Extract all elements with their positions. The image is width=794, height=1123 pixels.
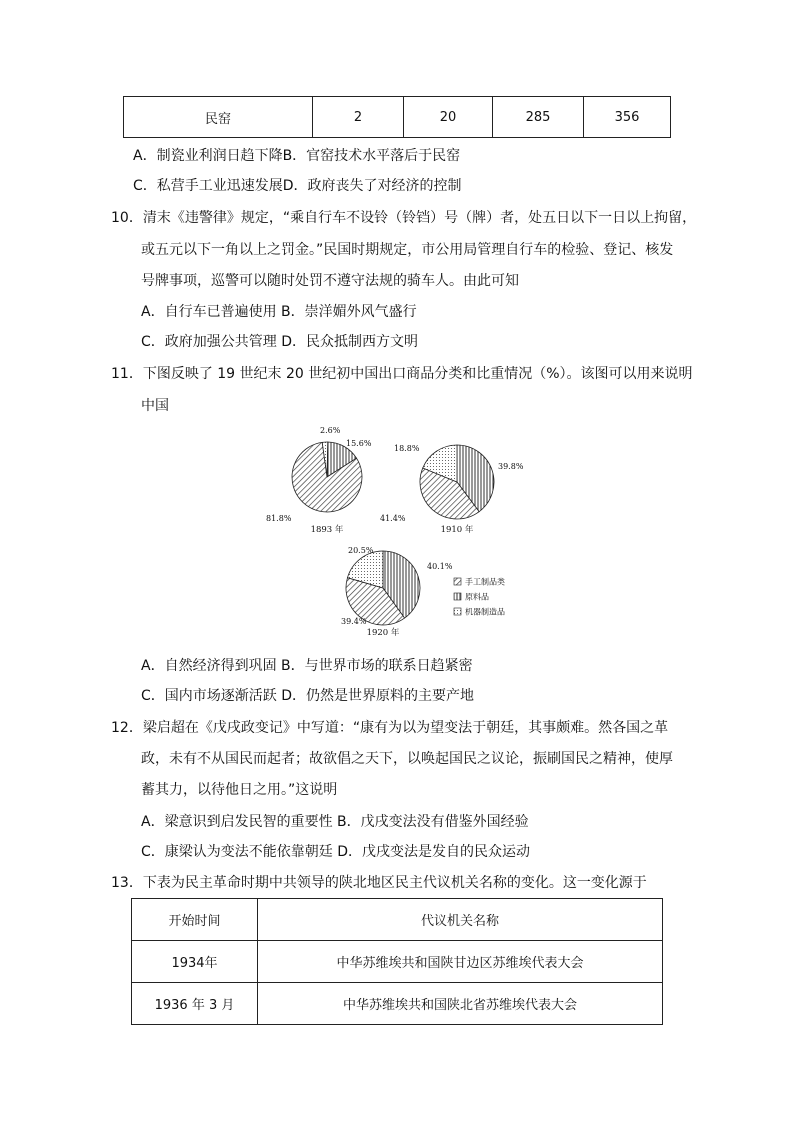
pie-label-raw-3: 40.1% [427, 562, 453, 571]
legend [454, 577, 505, 617]
pie-year-label-3: 1920 年 [366, 628, 400, 638]
table-header-row [132, 899, 663, 941]
q10-stem-line3: 号牌事项，巡警可以随时处罚不遵守法规的骑车人。由此可知 [141, 273, 519, 289]
q12-stem-line3: 蓄其力，以待他日之用。”这说明 [141, 782, 338, 798]
export-pie-charts [266, 420, 530, 645]
pie-label-machine-2: 18.8% [394, 444, 420, 453]
q12-options-cd: C．康梁认为变法不能依靠朝廷 D．戊戌变法是发自的民众运动 [141, 844, 531, 860]
table-cell: 1934年 [132, 941, 258, 983]
legend-swatch-machine [454, 608, 461, 615]
q10-options-cd: C．政府加强公共管理 D．民众抵制西方文明 [141, 334, 419, 350]
table-cell: 285 [493, 97, 584, 138]
q9-options-ab: A．制瓷业利润日趋下降B．官窑技术水平落后于民窑 [133, 148, 461, 164]
table-cell: 356 [584, 97, 671, 138]
table-cell: 1936 年 3 月 [132, 983, 258, 1025]
table-row [132, 941, 663, 983]
legend-label-machine: 机器制造品 [465, 607, 505, 617]
pie-label-machine-1: 2.6% [320, 426, 341, 435]
pie-label-handicraft-2: 41.4% [380, 514, 406, 523]
pie-year-label-1: 1893 年 [310, 525, 344, 535]
pie-label-raw-2: 39.8% [498, 462, 524, 471]
table-row [132, 983, 663, 1025]
kiln-table [123, 96, 671, 138]
table-cell: 中华苏维埃共和国陕北省苏维埃代表大会 [258, 983, 663, 1025]
table-cell: 中华苏维埃共和国陕甘边区苏维埃代表大会 [258, 941, 663, 983]
q10-stem-line2: 或五元以下一角以上之罚金。”民国时期规定，市公用局管理自行车的检验、登记、核发 [141, 242, 674, 258]
pie-label-machine-3: 20.5% [348, 546, 374, 555]
table-row [124, 97, 671, 138]
q9-options-cd: C．私营手工业迅速发展D．政府丧失了对经济的控制 [133, 178, 462, 194]
q12-options-ab: A．梁意识到启发民智的重要性 B．戊戌变法没有借鉴外国经验 [141, 814, 529, 830]
table-cell: 民窑 [124, 97, 313, 138]
assembly-table [131, 898, 663, 1025]
q10-options-ab: A．自行车已普遍使用 B．崇洋媚外风气盛行 [141, 304, 417, 320]
q11-options-ab: A．自然经济得到巩固 B．与世界市场的联系日趋紧密 [141, 658, 473, 674]
legend-label-raw: 原料品 [465, 592, 489, 602]
q11-stem-line1: 11．下图反映了 19 世纪末 20 世纪初中国出口商品分类和比重情况（%）。该图可以用来说明 [111, 366, 693, 382]
q13-stem-line1: 13．下表为民主革命时期中共领导的陕北地区民主代议机关名称的变化。这一变化源于 [111, 875, 647, 891]
table-cell: 20 [404, 97, 493, 138]
legend-label-handicraft: 手工制品类 [465, 577, 505, 587]
q11-stem-line2: 中国 [141, 398, 169, 414]
table-header: 代议机关名称 [258, 899, 663, 941]
q10-stem-line1: 10．清末《违警律》规定，“乘自行车不设铃（铃铛）号（牌）者，处五日以下一日以上拘留， [111, 210, 697, 226]
pie-label-handicraft-3: 39.4% [341, 617, 367, 626]
table-header: 开始时间 [132, 899, 258, 941]
q12-stem-line1: 12．梁启超在《戊戌政变记》中写道：“康有为以为望变法于朝廷，其事颇难。然各国之革 [111, 720, 669, 736]
legend-swatch-handicraft [454, 578, 461, 585]
q12-stem-line2: 政，未有不从国民而起者；故欲倡之天下，以唤起国民之议论，振刷国民之精神，使厚 [141, 751, 673, 767]
legend-swatch-raw [454, 593, 461, 600]
pie-label-raw-1: 15.6% [346, 439, 372, 448]
pie-label-handicraft-1: 81.8% [266, 514, 292, 523]
table-cell: 2 [313, 97, 404, 138]
q11-options-cd: C．国内市场逐渐活跃 D．仍然是世界原料的主要产地 [141, 688, 475, 704]
pie-year-label-2: 1910 年 [440, 525, 474, 535]
